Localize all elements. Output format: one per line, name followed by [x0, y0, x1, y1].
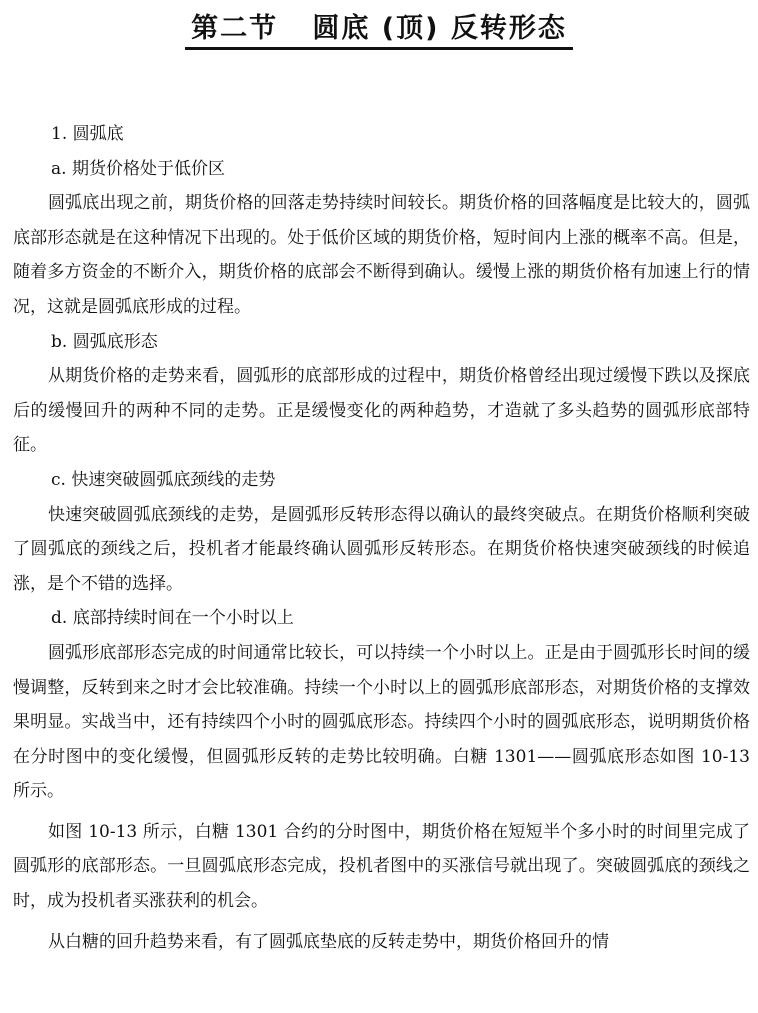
paragraph-b: 从期货价格的走势来看，圆弧形的底部形成的过程中，期货价格曾经出现过缓慢下跌以及探底后的缓慢回升的两种不同的走势。正是缓慢变化的两种趋势，才造就了多头趋势的圆弧形底部特征。	[13, 366, 750, 456]
paragraph-d-3: 从白糖的回升趋势来看，有了圆弧底垫底的反转走势中，期货价格回升的情	[48, 931, 609, 952]
point-heading-a: a. 期货价格处于低价区	[51, 158, 225, 179]
paragraph-a: 圆弧底出现之前，期货价格的回落走势持续时间较长。期货价格的回落幅度是比较大的，圆弧底部形态就是在这种情况下出现的。处于低价区域的期货价格，短时间内上涨的概率不高。但是，随着多方资金的不断介入，期货价格的底部会不断得到确认。缓慢上涨的期货价格有加速上行的情况，这就是圆弧底形成的过程。	[13, 193, 750, 317]
point-heading-c: c. 快速突破圆弧底颈线的走势	[51, 469, 276, 490]
subsection-heading-1: 1. 圆弧底	[51, 124, 124, 144]
point-heading-d: d. 底部持续时间在一个小时以上	[51, 608, 294, 629]
paragraph-d-2: 如图 10-13 所示，白糖 1301 合约的分时图中，期货价格在短短半个多小时的时间里完成了圆弧形的底部形态。一旦圆弧底形态完成，投机者图中的买涨信号就出现了。突破圆弧底的颈线之时，成为投机者买涨获利的机会。	[13, 821, 750, 912]
paragraph-c: 快速突破圆弧底颈线的走势，是圆弧形反转形态得以确认的最终突破点。在期货价格顺利突破了圆弧底的颈线之后，投机者才能最终确认圆弧形反转形态。在期货价格快速突破颈线的时候追涨，是个不错的选择。	[13, 504, 750, 594]
section-title-text: 第二节 圆底 (顶) 反转形态	[185, 6, 573, 50]
point-heading-b: b. 圆弧底形态	[51, 331, 158, 352]
paragraph-d-1: 圆弧形底部形态完成的时间通常比较长，可以持续一个小时以上。正是由于圆弧形长时间的缓慢调整，反转到来之时才会比较准确。持续一个小时以上的圆弧形底部形态，对期货价格的支撑效果明显。实战当中，还有持续四个小时的圆弧底形态。持续四个小时的圆弧底形态，说明期货价格在分时图中的变化缓慢，但圆弧形反转的走势比较明确。白糖 1301——圆弧底形态如图 10-13 所示。	[13, 642, 750, 802]
document-body	[13, 117, 750, 959]
section-title	[0, 6, 758, 50]
